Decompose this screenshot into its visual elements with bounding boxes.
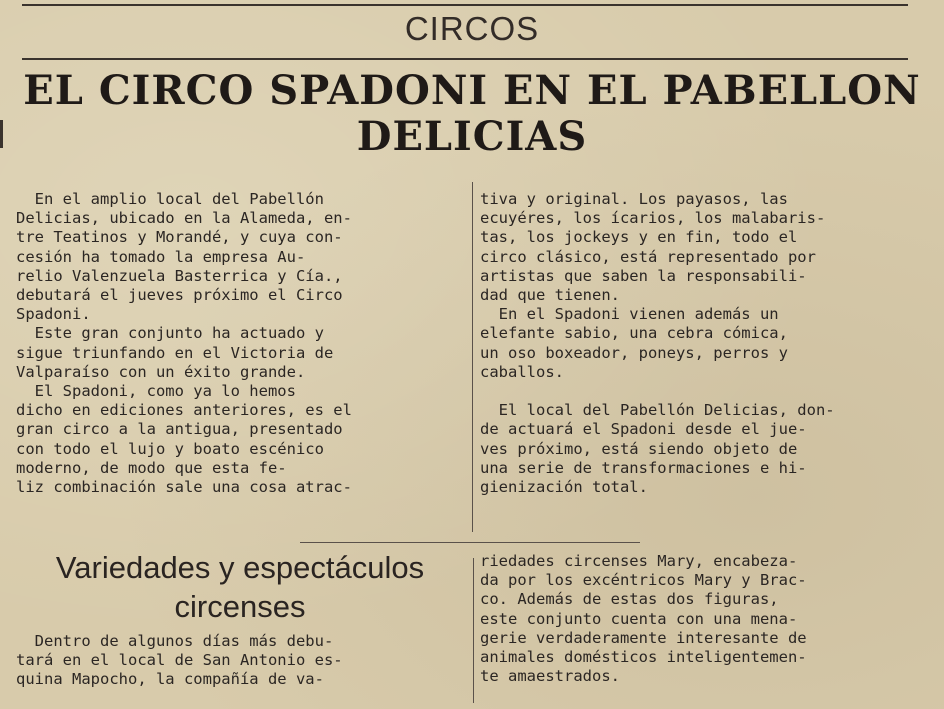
article1-right-column: tiva y original. Los payasos, las ecuyéres, los ícarios, los malabaris- tas, los jockeys y en fin, todo el circo clásico, está representado por artistas que saben la responsabili- dad que tienen. En el Spadoni vienen además un elefante sabio, una cebra cómica, un oso boxeador, poneys, perros y caballos. El local del Pabellón Delicias, don- de actuará el Spadoni desde el jue- ves próximo, está siendo objeto de una serie de transformaciones e hi- gienización total. xyxy=(480,190,835,497)
column-divider-2 xyxy=(473,558,474,703)
article1-headline-line2: DELICIAS xyxy=(356,113,588,160)
article-separator-rule xyxy=(300,542,640,543)
section-title-rule xyxy=(22,58,908,60)
article2-left-column: Dentro de algunos días más debu- tará en el local de San Antonio es- quina Mapocho, la compañía de va- xyxy=(16,632,343,689)
top-rule xyxy=(22,4,908,6)
section-title: CIRCOS xyxy=(404,10,540,47)
article2-headline-line1: Variedades y espectáculos xyxy=(55,550,425,585)
column-divider xyxy=(472,182,473,532)
article1-headline-line1: EL CIRCO SPADONI EN EL PABELLON xyxy=(23,67,921,114)
article1-headline xyxy=(0,68,944,160)
article2-headline xyxy=(16,548,464,626)
article2-right-column: riedades circenses Mary, encabeza- da por los excéntricos Mary y Brac- co. Además de estas dos figuras, este conjunto cuenta con una mena- gerie verdaderamente interesante de animales domésticos inteligentemen- te amaestrados. xyxy=(480,552,807,686)
article2-headline-line2: circenses xyxy=(174,589,306,624)
article1-left-column: En el amplio local del Pabellón Delicias, ubicado en la Alameda, en- tre Teatinos y Morandé, y cuya con- cesión ha tomado la empresa Au- relio Valenzuela Basterrica y Cía., debutará el jueves próximo el Circo Spadoni. Este gran conjunto ha actuado y sigue triunfando en el Victoria de Valparaíso con un éxito grande. El Spadoni, como ya lo hemos dicho en ediciones anteriores, es el gran circo a la antigua, presentado con todo el lujo y boato escénico moderno, de modo que esta fe- liz combinación sale una cosa atrac- xyxy=(16,190,352,497)
